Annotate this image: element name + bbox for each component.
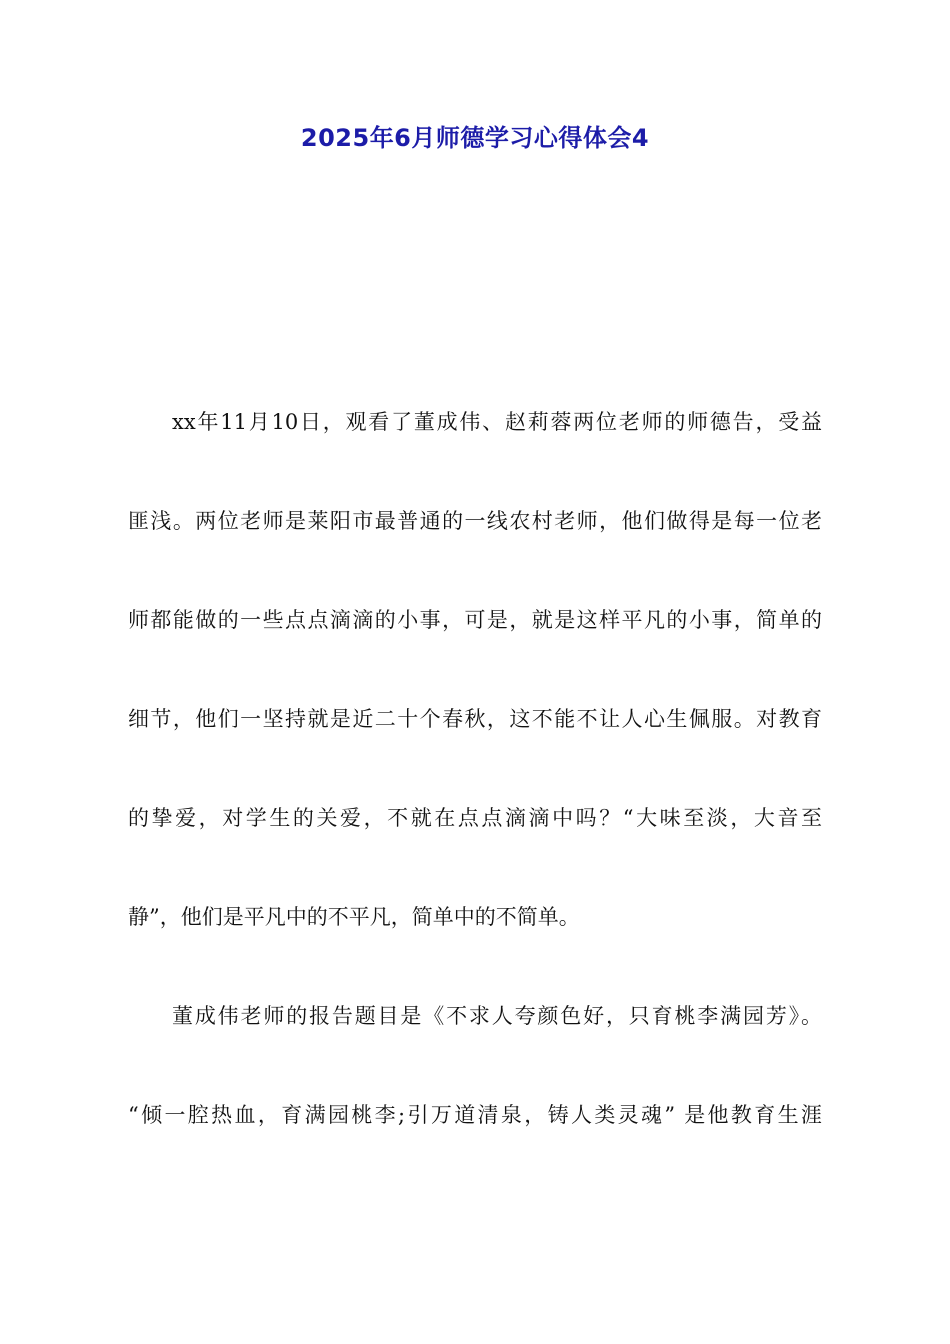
paragraph-line: 的挚爱，对学生的关爱，不就在点点滴滴中吗？“大味至淡，大音至 — [128, 806, 822, 830]
document-title: 2025年6月师德学习心得体会4 — [300, 124, 650, 152]
paragraph-line: 师都能做的一些点点滴滴的小事，可是，就是这样平凡的小事，简单的 — [128, 608, 822, 632]
paragraph-line: 细节，他们一坚持就是近二十个春秋，这不能不让人心生佩服。对教育 — [128, 707, 822, 731]
paragraph-line: 静”，他们是平凡中的不平凡，简单中的不简单。 — [128, 905, 580, 929]
paragraph-line: 匪浅。两位老师是莱阳市最普通的一线农村老师，他们做得是每一位老 — [128, 509, 822, 533]
paragraph-line: xx年11月10日，观看了董成伟、赵莉蓉两位老师的师德告，受益 — [172, 410, 822, 434]
document-body — [128, 392, 822, 1184]
paragraph-line: 董成伟老师的报告题目是《不求人夸颜色好，只育桃李满园芳》。 — [172, 1004, 822, 1028]
paragraph-line: “倾一腔热血，育满园桃李;引万道清泉，铸人类灵魂” 是他教育生涯 — [128, 1103, 822, 1127]
